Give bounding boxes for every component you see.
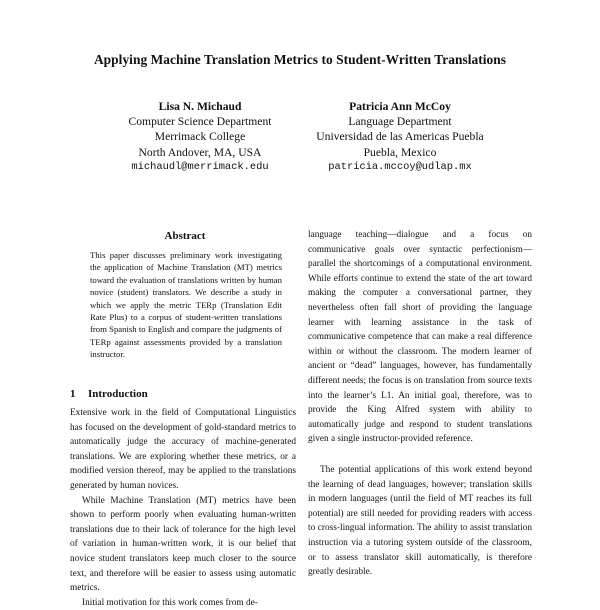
section-title: Introduction xyxy=(88,388,148,400)
body-paragraph: Extensive work in the field of Computational Linguistics has focused on the development of gold-standard metrics to automatically judge the accuracy of machine-generated translations. We are exploring whether these metrics, or a modified version thereof, may be applied to the translations generated by human novices. xyxy=(70,408,296,491)
left-column-body xyxy=(70,406,296,610)
section-heading xyxy=(70,388,148,400)
body-paragraph: The potential applications of this work extend beyond the learning of dead languages, however; translation skills in modern languages (until the field of MT reaches its full potential) are still needed for providing readers with access to cross-lingual information. The ability to assist translation instruction via a tutoring system outside of the classroom, or to assess translator skill automatically, is therefore greatly desirable. xyxy=(308,465,532,578)
section-number: 1 xyxy=(70,388,76,400)
abstract-text: This paper discusses preliminary work investigating the application of Machine Translation (MT) metrics toward the evaluation of translations written by human novice (student) translators. We describe a study in which we apply the metric TERp (Translation Edit Rate Plus) to a corpus of student-written translations from Spanish to English and compare the judgments of TERp against assessments provided by a translation instructor. xyxy=(90,250,282,360)
author-institution: Merrimack College xyxy=(154,130,246,144)
body-paragraph: language teaching—dialogue and a focus on communicative goals over syntactic perfectionism—parallel the shortcomings of a computational environment. While efforts continue to extend the state of the art toward making the computer a conversational partner, they nevertheless often fall short of providing the language learner with learning assistance in the task of communicative competence that can make a real difference within or without the classroom. The modern learner of ancient or “dead” languages, however, has fundamentally different needs; the focus is on translation from source texts into the learner’s L1. An initial goal, therefore, was to provide the King Alfred system with ability to automatically judge and respond to student translations given a single instructor-provided reference. xyxy=(308,230,532,445)
author-institution: Universidad de las Americas Puebla xyxy=(316,130,484,144)
author-email: michaudl@merrimack.edu xyxy=(131,160,269,173)
abstract-heading: Abstract xyxy=(164,230,206,242)
author-name: Patricia Ann McCoy xyxy=(349,100,451,113)
author-email: patricia.mccoy@udlap.mx xyxy=(328,160,472,173)
right-column-body-2 xyxy=(308,463,532,580)
author-location: North Andover, MA, USA xyxy=(138,145,262,159)
author-block-1 xyxy=(100,99,300,175)
body-paragraph: While Machine Translation (MT) metrics have been shown to perform poorly when evaluating human-written translations due to their lack of tolerance for the high level of variation in human-written work, it is our belief that novice student translators keep much closer to the source text, and therefore will be easier to assess using automatic metrics. xyxy=(70,495,296,594)
body-paragraph: Initial motivation for this work comes from de- xyxy=(82,597,258,608)
author-department: Language Department xyxy=(348,115,452,129)
paper-title: Applying Machine Translation Metrics to Student-Written Translations xyxy=(93,52,507,67)
author-block-2 xyxy=(300,99,500,175)
right-column-body xyxy=(308,228,532,447)
author-name: Lisa N. Michaud xyxy=(158,100,242,113)
author-location: Puebla, Mexico xyxy=(363,145,437,159)
author-department: Computer Science Department xyxy=(128,115,272,129)
